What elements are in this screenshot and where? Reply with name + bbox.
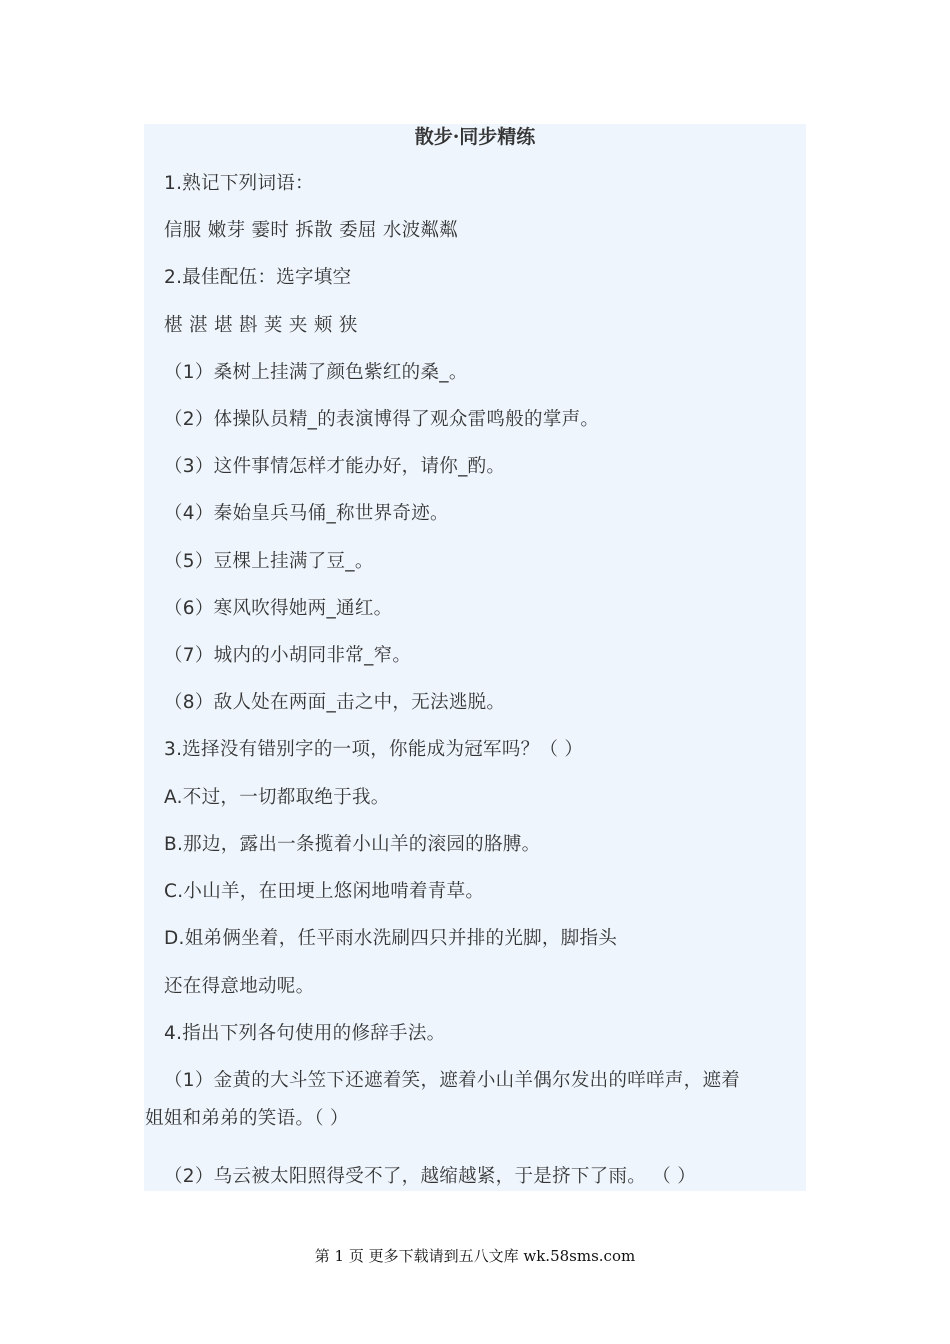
q2-heading: 2.最佳配伍：选字填空	[164, 267, 352, 288]
q2-item: （8）敌人处在两面_击之中，无法逃脱。	[164, 692, 506, 713]
q3-option-d: D.姐弟俩坐着，任平雨水洗刷四只并排的光脚，脚指头	[164, 928, 618, 949]
q3-heading: 3.选择没有错别字的一项，你能成为冠军吗？（ ）	[164, 739, 584, 760]
q2-item: （4）秦始皇兵马俑_称世界奇迹。	[164, 503, 449, 524]
q4-item1-line2: 姐姐和弟弟的笑语。（ ）	[145, 1108, 349, 1129]
q1-words: 信服 嫩芽 霎时 拆散 委屈 水波粼粼	[164, 220, 459, 241]
page-footer: 第 1 页 更多下载请到五八文库 wk.58sms.com	[314, 1247, 636, 1265]
q2-item: （3）这件事情怎样才能办好，请你_酌。	[164, 456, 506, 477]
page-title: 散步·同步精练	[414, 126, 536, 148]
q4-item1-line1: （1）金黄的大斗笠下还遮着笑，遮着小山羊偶尔发出的咩咩声，遮着	[164, 1070, 741, 1091]
q4-heading: 4.指出下列各句使用的修辞手法。	[164, 1023, 446, 1044]
q2-item: （1）桑树上挂满了颜色紫红的桑_。	[164, 362, 468, 383]
q2-item: （7）城内的小胡同非常_窄。	[164, 645, 412, 666]
q1-heading: 1.熟记下列词语：	[164, 173, 314, 194]
q2-item: （5）豆棵上挂满了豆_。	[164, 551, 374, 572]
q2-choices: 椹 湛 堪 斟 荚 夹 颊 狭	[164, 315, 358, 336]
q3-option-d-continued: 还在得意地动呢。	[164, 976, 315, 997]
q2-item: （2）体操队员精_的表演博得了观众雷鸣般的掌声。	[164, 409, 600, 430]
q3-option-c: C.小山羊，在田埂上悠闲地啃着青草。	[164, 881, 485, 902]
q3-option-a: A.不过，一切都取绝于我。	[164, 787, 390, 808]
q4-item2: （2）乌云被太阳照得受不了，越缩越紧，于是挤下了雨。 （ ）	[164, 1166, 697, 1187]
q3-option-b: B.那边，露出一条揽着小山羊的滚园的胳膊。	[164, 834, 541, 855]
q2-item: （6）寒风吹得她两_通红。	[164, 598, 393, 619]
